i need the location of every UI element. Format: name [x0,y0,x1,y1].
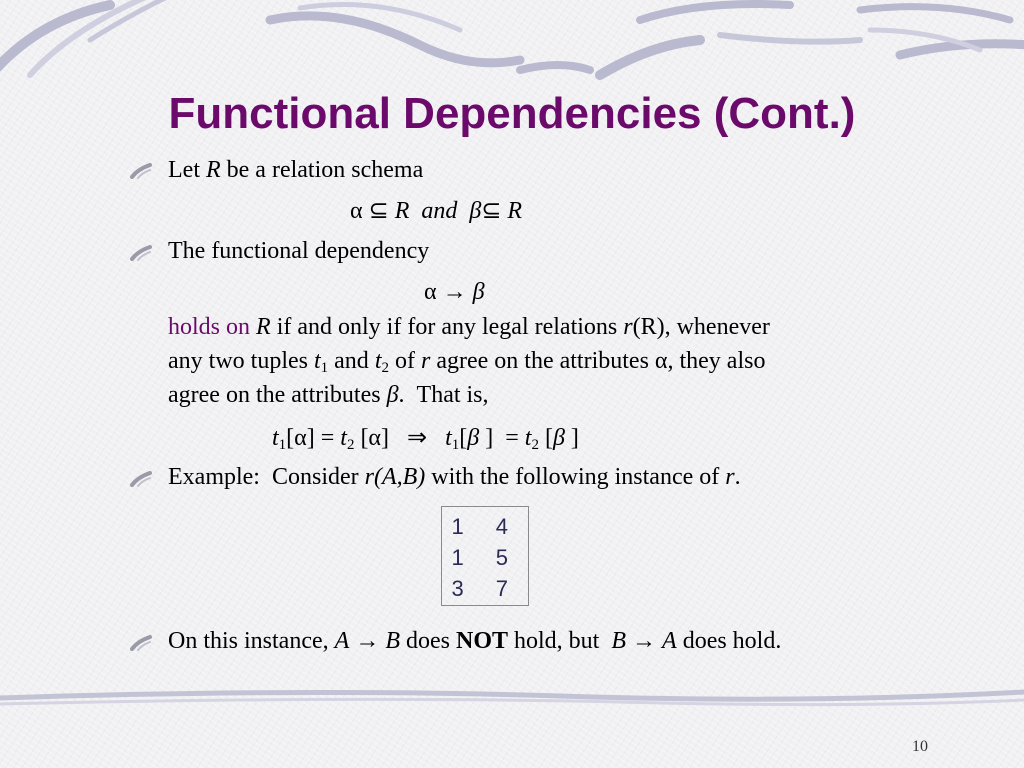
cell-b: 4 [495,514,508,539]
beta-symbol: β [469,198,482,224]
text: Example: Consider [168,464,365,490]
bullet-conclusion [168,626,781,656]
formula-tuples [272,423,579,453]
var-r-lower: r [420,348,431,374]
text: On this instance, [168,628,335,654]
var-t: t [340,425,347,451]
subscript: 2 [346,437,355,453]
text: [α] = [286,425,341,451]
slide-title: Functional Dependencies (Cont.) [168,89,856,138]
formula-fd [424,277,485,307]
var-t: t [313,348,321,374]
table-row [442,542,528,573]
relation-instance-table [441,506,529,606]
para-line-1 [168,312,770,342]
var-t: t [272,425,279,451]
beta-symbol: β [467,425,480,451]
page-number: 10 [912,738,928,755]
subscript: 2 [381,360,389,376]
text: does hold. [676,628,782,654]
decorative-swoosh-bottom [0,682,1024,712]
bullet-icon [130,245,152,261]
subscript: 1 [320,360,329,376]
text: . That is, [398,382,489,408]
cell-b: 5 [495,545,508,570]
var-t: t [524,425,532,451]
text: and [328,348,375,374]
bullet-relation-schema [168,155,423,185]
decorative-swoosh-top [0,0,1024,90]
alpha-symbol: α [424,279,437,305]
table-row [442,511,528,542]
attr-a: A [662,628,677,654]
attr-b: B [611,628,627,654]
text: Let [168,157,206,183]
text: (R), whenever [632,314,770,340]
bullet-icon [130,635,152,651]
text: does [399,628,456,654]
para-line-3 [168,380,489,410]
cell-b: 7 [495,576,508,601]
attr-b: B [385,628,400,654]
beta-symbol: β [552,425,565,451]
text: [ [538,425,553,451]
text: [ [459,425,468,451]
var-t: t [445,425,452,451]
bullet-functional-dependency: The functional dependency [168,238,430,264]
subscript: 1 [451,437,460,453]
text: with the following instance of [425,464,726,490]
var-r-lower: r [623,314,633,340]
subset-symbol: ⊆ [481,198,508,224]
text: any two tuples [168,348,314,374]
subscript: 2 [531,437,539,453]
text: . [734,464,741,490]
beta-symbol: β [386,382,399,408]
cell-a: 1 [451,545,464,570]
var-r-lower: r [725,464,735,490]
table-row [442,573,528,604]
text: agree on the attributes α, they also [430,348,766,374]
arrow-symbol: → [436,279,473,305]
para-line-2 [168,346,765,376]
var-r: R [507,198,523,224]
arrow-symbol: → [349,628,386,654]
bullet-example [168,462,741,492]
var-r: R [205,157,221,183]
text: be a relation schema [220,157,424,183]
subscript: 1 [278,437,287,453]
bullet-icon [130,471,152,487]
and-text: and [409,198,470,224]
var-r: R [394,198,410,224]
text: agree on the attributes [168,382,387,408]
cell-a: 1 [451,514,464,539]
subset-symbol: ⊆ [362,198,395,224]
alpha-symbol: α [350,198,363,224]
var-t: t [374,348,382,374]
text: if and only if for any legal relations [270,314,624,340]
var-r: R [256,314,271,340]
implies-symbol: [α] ⇒ [354,425,446,451]
text: hold, but [508,628,612,654]
attr-a: A [334,628,350,654]
formula-subset [350,196,522,226]
arrow-symbol: → [626,628,663,654]
not-emphasis: NOT [455,628,508,654]
bullet-icon [130,163,152,179]
relation-name: r(A,B) [364,464,426,490]
cell-a: 3 [451,576,464,601]
holds-on-text: holds on [168,314,257,340]
text: ] = [479,425,525,451]
beta-symbol: β [472,279,485,305]
text: of [388,348,421,374]
text: ] [564,425,579,451]
